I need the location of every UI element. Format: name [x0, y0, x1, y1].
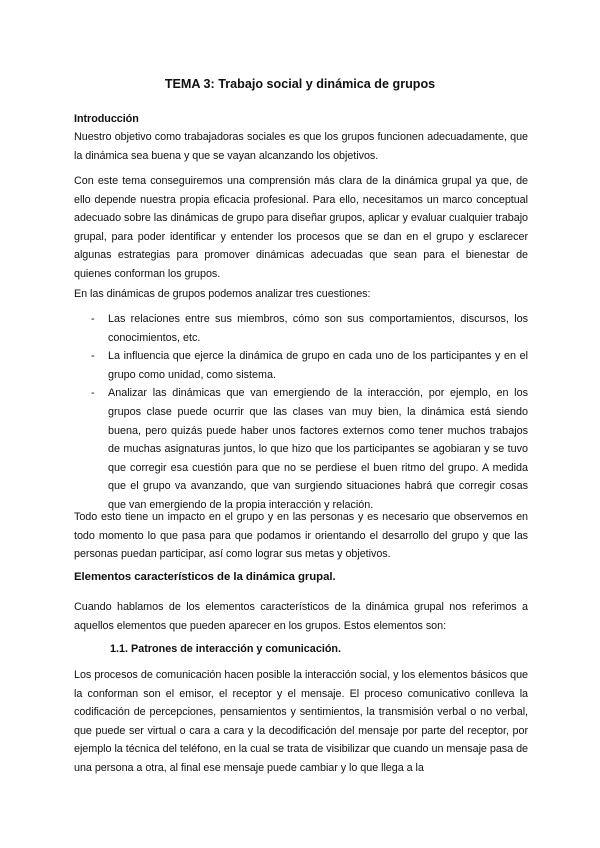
document-title: TEMA 3: Trabajo social y dinámica de grupos: [164, 77, 436, 91]
list-item: [74, 310, 528, 347]
list-item-text: Las relaciones entre sus miembros, cómo son sus comportamientos, discursos, los conocimientos, etc.: [108, 313, 528, 344]
subsection-heading: 1.1. Patrones de interacción y comunicación.: [110, 643, 342, 655]
list-item: [74, 347, 528, 384]
elements-paragraph: Cuando hablamos de los elementos característicos de la dinámica grupal nos referimos a aquellos elementos que pueden aparecer en los grupos. Estos elementos son:: [74, 601, 528, 632]
bullet-marker: -: [91, 387, 95, 400]
list-item-text: La influencia que ejerce la dinámica de grupo en cada uno de los participantes y en el grupo como unidad, como sistema.: [108, 350, 528, 381]
intro-heading: Introducción: [74, 113, 139, 125]
section-heading: Elementos característicos de la dinámica grupal.: [74, 571, 336, 583]
list-item-text: Analizar las dinámicas que van emergiendo de la interacción, por ejemplo, en los grupos clase puede ocurrir que las clases van muy bien, la dinámica está siendo buena, pero quizás puede haber unos factores externos como tener muchos trabajos de muchas asignaturas juntos, lo que hizo que los participantes se agobiaran y se tuvo que corregir esa cuestión para que no se perdiese el buen ritmo del grupo. A medida que el grupo va avanzando, que van surgiendo situaciones habrá que corregir cosas que van emergiendo de la propia interacción y relación.: [108, 387, 528, 511]
list-item: [74, 384, 528, 514]
summary-paragraph: Todo esto tiene un impacto en el grupo y en las personas y es necesario que observemos en todo momento lo que pasa para que podamos ir orientando el desarrollo del grupo y que las personas puedan participar, así como lograr sus metas y objetivos.: [74, 511, 528, 561]
bullet-marker: -: [91, 350, 95, 363]
bullet-marker: -: [91, 313, 95, 325]
analysis-list: [74, 310, 528, 515]
intro-paragraph-2: Con este tema conseguiremos una comprensión más clara de la dinámica grupal ya que, de ello depende nuestra propia eficacia profesional. Para ello, necesitamos un marco conceptual adecuado sobre las dinámicas de grupo para diseñar grupos, aplicar y evaluar cualquier trabajo grupal, para poder identificar y entender los procesos que se dan en el grupo y esclarecer algunas estrategias para promover dinámicas adecuadas que sean para el bienestar de quienes conforman los grupos.: [74, 175, 528, 280]
intro-paragraph-1: Nuestro objetivo como trabajadoras sociales es que los grupos funcionen adecuadamente, que la dinámica sea buena y que se vayan alcanzando los objetivos.: [74, 131, 528, 162]
communication-paragraph: Los procesos de comunicación hacen posible la interacción social, y los elementos básicos que la conforman son el emisor, el receptor y el mensaje. El proceso comunicativo conlleva la codificación de percepciones, pensamientos y sentimientos, la transmisión verbal o no verbal, que puede ser virtual o cara a cara y la decodificación del mensaje por parte del receptor, por ejemplo la técnica del teléfono, en la cual se trata de visibilizar que cuando un mensaje pasa de una persona a otra, al final ese mensaje puede cambiar y lo que llega a la: [74, 669, 528, 774]
intro-paragraph-3: En las dinámicas de grupos podemos analizar tres cuestiones:: [74, 288, 371, 300]
